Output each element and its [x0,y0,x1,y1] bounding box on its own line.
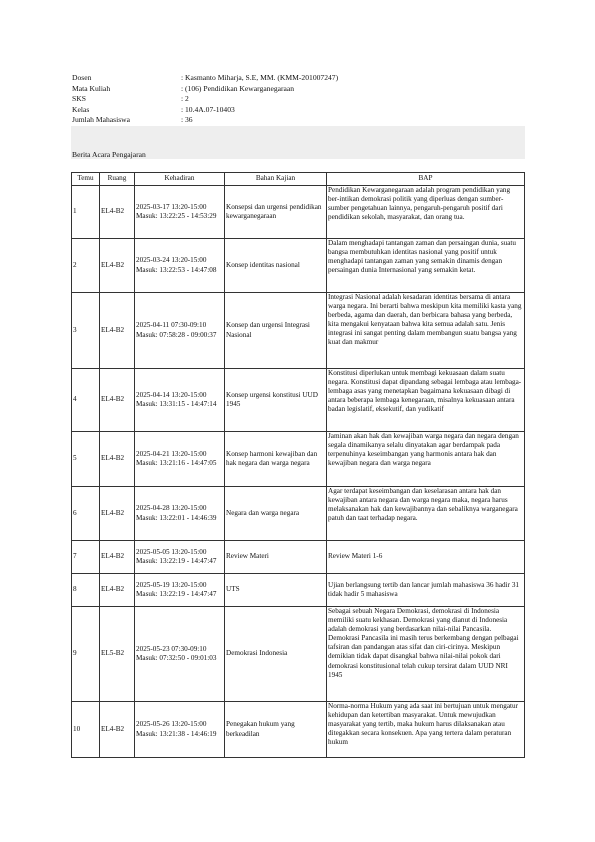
cell-bap: Dalam menghadapi tantangan zaman dan persaingan dunia, suatu bangsa membutuhkan identitas nasional yang positif untuk menghadapi tantangan zaman yang semakin dinamis dengan persaingan dunia Internasional yang semakin ketat. [327,239,525,293]
cell-bahan: Review Materi [225,541,327,574]
cell-temu: 6 [72,487,100,541]
cell-temu: 1 [72,186,100,239]
cell-temu: 3 [72,293,100,369]
cell-ruang: EL4-B2 [100,702,135,758]
cell-bap: Ujian berlangsung tertib dan lancar jumlah mahasiswa 36 hadir 31 tidak hadir 5 mahasiswa [327,574,525,607]
info-label: SKS [72,94,86,104]
cell-kehadiran: 2025-04-28 13:20-15:00 Masuk: 13:22:01 - 14:46:39 [135,487,225,541]
cell-ruang: EL4-B2 [100,239,135,293]
table-row [72,574,525,607]
table-row [72,541,525,574]
cell-bap: Integrasi Nasional adalah kesadaran identitas bersama di antara warga negara. Ini berarti bahwa meskipun kita memiliki kasta yang berbeda, agama dan daerah, dan berbicara bahasa yang berbeda, kita mengakui kenyataan bahwa kita semua adalah satu. Jenis integrasi ini sangat penting dalam membangun suatu bangsa yang kuat dan makmur [327,293,525,369]
info-value: : 2 [181,94,189,104]
cell-temu: 5 [72,432,100,487]
cell-ruang: EL4-B2 [100,369,135,432]
bap-table [71,172,525,758]
table-row [72,186,525,239]
cell-bap: Konstitusi diperlukan untuk membagi kekuasaan dalam suatu negara. Konstitusi dapat dipandang sebagai lembaga atau lembaga-lembaga asas yang menetapkan bagaimana kekuasaan dibagi di antara beberapa lembaga kenegaraan, misalnya kekuasaan antara badan legislatif, eksekutif, dan yudikatif [327,369,525,432]
cell-ruang: EL4-B2 [100,186,135,239]
cell-bahan: Konsepsi dan urgensi pendidikan kewarganegaraan [225,186,327,239]
info-label: Mata Kuliah [72,83,111,93]
course-info [72,73,338,126]
info-row-dosen [72,73,338,84]
cell-bap: Norma-norma Hukum yang ada saat ini bertujuan untuk mengatur kehidupan dan ketertiban masyarakat. Untuk mewujudkan masyarakat yang tertib, maka hukum harus dilaksanakan atau ditegakkan secara konsekuen. Apa yang tertera dalam peraturan hukum [327,702,525,758]
cell-ruang: EL4-B2 [100,487,135,541]
cell-temu: 4 [72,369,100,432]
cell-bahan: Konsep harmoni kewajiban dan hak negara dan warga negara [225,432,327,487]
cell-temu: 9 [72,607,100,702]
cell-ruang: EL5-B2 [100,607,135,702]
cell-temu: 10 [72,702,100,758]
info-row-jumlah-mahasiswa [72,115,338,126]
info-label: Dosen [72,73,92,82]
table-row [72,432,525,487]
cell-kehadiran: 2025-03-17 13:20-15:00 Masuk: 13:22:25 - 14:53:29 [135,186,225,239]
info-value: : 36 [181,115,193,125]
cell-temu: 8 [72,574,100,607]
cell-bahan: Konsep identitas nasional [225,239,327,293]
cell-kehadiran: 2025-05-05 13:20-15:00 Masuk: 13:22:19 - 14:47:47 [135,541,225,574]
cell-bahan: Konsep dan urgensi Integrasi Nasional [225,293,327,369]
cell-bahan: Negara dan warga negara [225,487,327,541]
cell-ruang: EL4-B2 [100,541,135,574]
info-label: Jumlah Mahasiswa [72,115,130,125]
cell-bap: Agar terdapat keseimbangan dan keselarasan antara hak dan kewajiban antara negara dan warga negara maka, negara harus melaksanakan hak dan kewajibannya dan sebaliknya warganegara patuh dan taat terhadap negara. [327,487,525,541]
table-row [72,702,525,758]
section-title: Berita Acara Pengajaran [72,150,146,159]
cell-bahan: UTS [225,574,327,607]
info-row-sks [72,94,338,105]
cell-bap: Review Materi 1-6 [327,541,525,574]
info-row-kelas [72,105,338,116]
header-bahan-kajian: Bahan Kajian [225,173,327,186]
cell-kehadiran: 2025-03-24 13:20-15:00 Masuk: 13:22:53 - 14:47:08 [135,239,225,293]
info-value: : Kasmanto Miharja, S.E, MM. (KMM-201007247) [181,73,339,82]
cell-kehadiran: 2025-05-23 07:30-09:10 Masuk: 07:32:50 - 09:01:03 [135,607,225,702]
cell-bahan: Demokrasi Indonesia [225,607,327,702]
cell-ruang: EL4-B2 [100,432,135,487]
cell-bap: Pendidikan Kewarganegaraan adalah program pendidikan yang ber-intikan demokrasi politik yang diperluas dengan sumber-sumber pengetahuan lainnya, pengaruh-pengaruh positif dari pendidikan sekolah, masyarakat, dan orang tua. [327,186,525,239]
header-temu: Temu [72,173,100,186]
cell-kehadiran: 2025-04-21 13:20-15:00 Masuk: 13:21:16 - 14:47:05 [135,432,225,487]
info-label: Kelas [72,104,90,114]
info-value: : 10.4A.07-10403 [181,104,235,114]
table-row [72,239,525,293]
cell-bahan: Penegakan hukum yang berkeadilan [225,702,327,758]
table-row [72,369,525,432]
header-kehadiran: Kehadiran [135,173,225,186]
cell-kehadiran: 2025-04-14 13:20-15:00 Masuk: 13:31:15 - 14:47:14 [135,369,225,432]
header-bap: BAP [327,173,525,186]
header-ruang: Ruang [100,173,135,186]
table-row [72,487,525,541]
cell-ruang: EL4-B2 [100,574,135,607]
info-value: : (106) Pendidikan Kewarganegaraan [181,83,295,93]
cell-kehadiran: 2025-05-26 13:20-15:00 Masuk: 13:21:38 - 14:46:19 [135,702,225,758]
cell-ruang: EL4-B2 [100,293,135,369]
cell-bahan: Konsep urgensi konstitusi UUD 1945 [225,369,327,432]
info-row-mata-kuliah [72,84,338,95]
cell-kehadiran: 2025-05-19 13:20-15:00 Masuk: 13:22:19 - 14:47:47 [135,574,225,607]
cell-temu: 2 [72,239,100,293]
table-row [72,607,525,702]
cell-kehadiran: 2025-04-11 07:30-09:10 Masuk: 07:58:28 - 09:00:37 [135,293,225,369]
table-row [72,293,525,369]
table-header-row [72,173,525,186]
cell-temu: 7 [72,541,100,574]
cell-bap: Jaminan akan hak dan kewajiban warga negara dan negara dengan segala dinamikanya selalu dinyatakan agar berdampak pada terpenuhinya keseimbangan yang harmonis antara hak dan kewajiban negara dan warga negara [327,432,525,487]
cell-bap: Sebagai sebuah Negara Demokrasi, demokrasi di Indonesia memiliki suatu kekhasan. Demokrasi yang dianut di Indonesia adalah demokrasi yang berdasarkan nilai-nilai Pancasila. Demokrasi Pancasila ini masih terus berkembang dengan pelbagai tafsiran dan pandangan atas sifat dan ciri-cirinya. Meskipun demikian tidak dapat disangkal bahwa nilai-nilai pokok dari demokrasi konstitusional telah cukup tersirat dalam UUD NRI 1945 [327,607,525,702]
